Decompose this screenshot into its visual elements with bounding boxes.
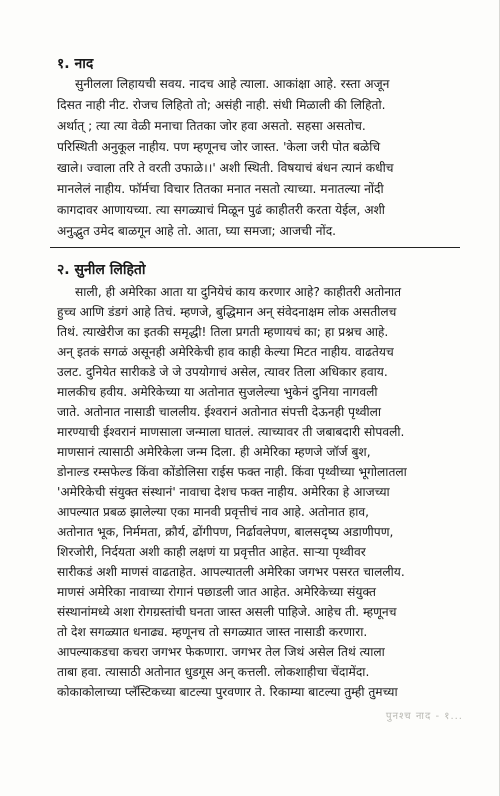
section-2-line: अतोनात भूक, निर्ममता, क्रौर्य, ढोंगीपण, निर्ढावलेपण, बालसदृष्य अडाणीपण, [57,525,394,539]
section-1-line: अनुद्भुत उमेद बाळगून आहे तो. आता, घ्या समजा; आजची नोंद. [57,224,337,238]
section-divider [50,247,460,248]
section-2-line: साली, ही अमेरिका आता या दुनियेचं काय करणार आहे? काहीतरी अतोनात [75,285,402,299]
section-2-line: माणसं अमेरिका नावाच्या रोगानं पछाडली जात आहेत. अमेरिकेच्या संयुक्त [57,585,376,599]
section-1-line: दिसत नाही नीट. रोजच लिहितो तो; असंही नाही. संधी मिळाली की लिहितो. [57,98,386,112]
section-2-line: डोनाल्ड रम्सफेल्ड किंवा कोंडोलिसा राईस फक्त नाही. किंवा पृथ्वीच्या भूगोलातला [57,465,407,479]
page-footer-running-text: पुनश्च नाद - १... [385,711,463,722]
section-2-line: मारण्याची ईश्वरानं माणसाला जन्माला घातलं. त्याच्यावर ती जबाबदारी सोपवली. [57,425,405,439]
section-2-line: ताबा हवा. त्यासाठी अतोनात धुडगूस अन् कत्तली. लोकशाहीचा चेंदामेंदा. [57,665,370,679]
section-1-line: परिस्थिती अनुकूल नाहीय. पण म्हणूनच जोर जास्त. 'केला जरी पोत बळेचि [57,140,381,154]
section-2-line: माणसानं त्यासाठी अमेरिकेला जन्म दिला. ही अमेरिका म्हणजे जॉर्ज बुश, [57,445,371,459]
section-1-line: कागदावर आणायच्या. त्या सगळ्याचं मिळून पुढं काहीतरी करता येईल, अशी [57,203,385,217]
section-1-line: अर्थात् ; त्या त्या वेळी मनाचा तितका जोर हवा असतो. सहसा असतोच. [57,119,366,133]
section-2-line: सारीकडं अशी माणसं वाढताहेत. आपल्यातली अमेरिका जगभर पसरत चाललीय. [57,565,405,579]
section-2-heading: २. सुनील लिहितो [57,262,146,278]
section-2-line: शिरजोरी, निर्दयता अशी काही लक्षणं या प्रवृत्तीत आहेत. साऱ्या पृथ्वीवर [57,545,366,559]
section-2-line: हुच्च आणि डंडगं आहे तिचं. म्हणजे, बुद्धिमान अन् संवेदनाक्षम लोक असतीलच [57,305,397,319]
section-2-line: 'अमेरिकेची संयुक्त संस्थानं' नावाचा देशच फक्त नाहीय. अमेरिका हे आजच्या [57,485,390,499]
section-2-line: संस्थानांमध्ये अशा रोगग्रस्तांची घनता जास्त असली पाहिजे. आहेच ती. म्हणूनच [57,605,397,619]
section-2-line: अन् इतकं सगळं असूनही अमेरिकेची हाव काही केल्या मिटत नाहीय. वाढतेयच [57,345,394,359]
section-2-line: आपल्यात प्रबळ झालेल्या एका मानवी प्रवृत्तीचं नाव आहे. अतोनात हाव, [57,505,370,519]
section-2-line: आपल्याकडचा कचरा जगभर फेकणारा. जगभर तेल जिथं असेल तिथं त्याला [57,645,385,659]
section-1-heading: १. नाद [57,56,94,72]
section-2-line: मालकीच हवीय. अमेरिकेच्या या अतोनात सुजलेल्या भुकेनं दुनिया नागवली [57,385,378,399]
section-1-line: सुनीलला लिहायची सवय. नादच आहे त्याला. आकांक्षा आहे. रस्ता अजून [75,77,390,91]
section-2-line: उलट. दुनियेत सारीकडे जे जे उपयोगाचं असेल, त्यावर तिला अधिकार हवाय. [57,365,388,379]
section-1-line: मानलेलं नाहीय. फॉर्मचा विचार तितका मनात नसतो त्याच्या. मनातल्या नोंदी [57,182,384,196]
section-2-line: कोकाकोलाच्या प्लॅस्टिकच्या बाटल्या पुरवणार ते. रिकाम्या बाटल्या तुम्ही तुमच्या [57,685,398,699]
section-2-line: जाते. अतोनात नासाडी चाललीय. ईश्वरानं अतोनात संपत्ती देऊनही पृथ्वीला [57,405,382,419]
section-2-line: तिथं. त्याखेरीज का इतकी समृद्धी! तिला प्रगती म्हणायचं का; हा प्रश्नच आहे. [57,325,389,339]
section-2-line: तो देश सगळ्यात धनाढ्य. म्हणूनच तो सगळ्यात जास्त नासाडी करणारा. [57,625,368,639]
section-1-line: खाले। ज्वाला तरि ते वरती उफाळे।।' अशी स्थिती. विषयाचं बंधन त्यानं कधीच [57,161,394,175]
